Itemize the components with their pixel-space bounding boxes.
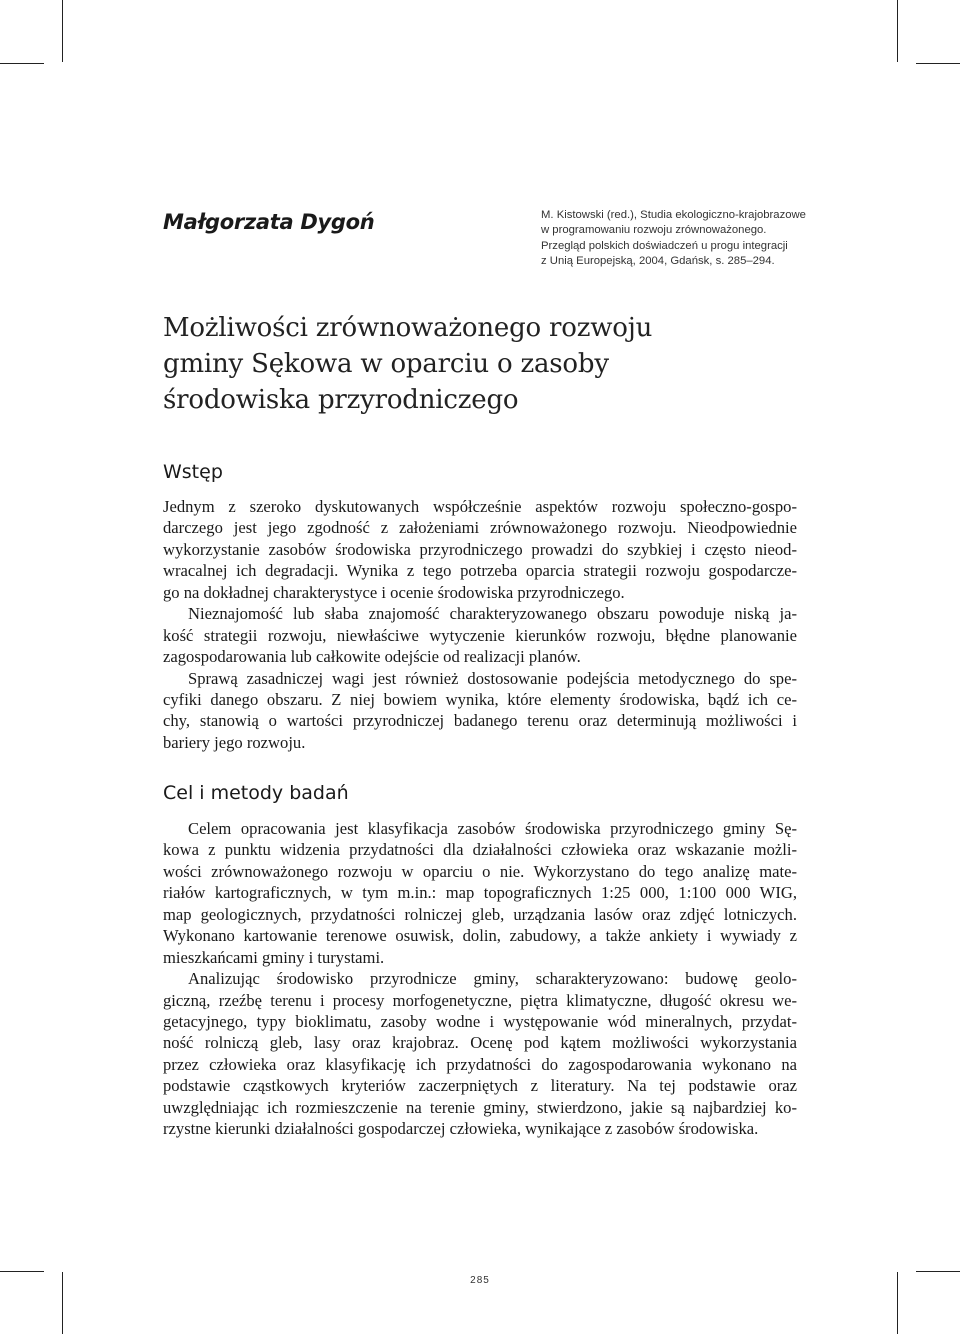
section-body-methods	[163, 818, 797, 1140]
body-line: riałów kartograficznych, w tym m.in.: map topograficznych 1:25 000, 1:100 000 WIG,	[163, 883, 797, 903]
body-line: podstawie cząstkowych kryteriów zaczerpniętych z literatury. Na tej podstawie oraz	[163, 1076, 797, 1096]
crop-mark	[0, 1271, 44, 1272]
body-line: cyfiki danego obszaru. Z niej bowiem wynika, które elementy środowiska, bądź ich ce-	[163, 689, 797, 709]
body-line: Jednym z szeroko dyskutowanych współcześnie aspektów rozwoju społeczno-gospo-	[163, 497, 797, 516]
body-line: Celem opracowania jest klasyfikacja zasobów środowiska przyrodniczego gminy Sę-	[188, 819, 797, 838]
citation-line: M. Kistowski (red.), Studia ekologiczno-krajobrazowe	[541, 209, 806, 221]
body-line: Sprawą zasadniczej wagi jest również dostosowanie podejścia metodycznego do spe-	[188, 668, 797, 688]
crop-mark	[916, 63, 960, 64]
body-line: wości zrównoważonego rozwoju w oparciu o nie. Wykorzystano do tego analizę mate-	[163, 861, 797, 881]
section-body-intro	[163, 496, 797, 753]
body-line: wykorzystanie zasobów środowiska przyrodniczego prowadzi do szybkiej i często nieod-	[163, 539, 797, 559]
body-line: go na dokładnej charakterystyce i ocenie środowiska przyrodniczego.	[163, 582, 625, 602]
body-line: giczną, rzeźbę terenu i procesy morfogenetyczne, piętra klimatyczne, długość okresu we-	[163, 990, 797, 1010]
section-heading-methods: Cel i metody badań	[163, 782, 349, 804]
crop-mark	[0, 63, 44, 64]
citation-line: Przegląd polskich doświadczeń u progu integracji	[541, 239, 788, 252]
body-line: kość strategii rozwoju, niewłaściwe wytyczenie kierunków rozwoju, błędne planowanie	[163, 625, 797, 645]
body-line: przez człowieka oraz klasyfikację ich przydatności do zagospodarowania wykonano na	[163, 1054, 797, 1074]
crop-mark	[897, 0, 898, 62]
body-line: Wykonano kartowanie terenowe osuwisk, dolin, zabudowy, a także ankiety i wywiady z	[163, 926, 797, 946]
title-line: Możliwości zrównoważonego rozwoju	[163, 313, 653, 343]
body-line: map geologicznych, przydatności rolniczej gleb, urządzania lasów oraz zdjęć lotniczych.	[163, 904, 797, 924]
citation-line: w programowaniu rozwoju zrównoważonego.	[541, 224, 767, 237]
body-line: wracalnej ich degradacji. Wynika z tego potrzeba oparcia strategii rozwoju gospodarcze-	[163, 561, 797, 581]
crop-mark	[62, 0, 63, 62]
page-number: 285	[470, 1275, 490, 1286]
body-line: rzystne kierunki działalności gospodarczej człowieka, wynikające z zasobów środowiska.	[163, 1119, 759, 1139]
body-line: chy, stanowią o wartości przyrodniczej badanego terenu oraz determinują możliwości i	[163, 711, 797, 731]
body-line: bariery jego rozwoju.	[163, 732, 306, 752]
body-line: mieszkańcami gminy i turystami.	[163, 947, 385, 967]
citation-line: z Unią Europejską, 2004, Gdańsk, s. 285–294.	[541, 255, 775, 268]
body-line: Analizując środowisko przyrodnicze gminy, scharakteryzowano: budowę geolo-	[188, 969, 797, 989]
body-line: zagospodarowania lub całkowite odejście od realizacji planów.	[163, 647, 581, 667]
section-heading-intro: Wstęp	[163, 461, 223, 483]
title-line: środowiska przyrodniczego	[163, 385, 519, 415]
citation	[541, 208, 831, 270]
article-title	[163, 310, 803, 418]
body-line: Nieznajomość lub słaba znajomość charakteryzowanego obszaru powoduje niską ja-	[188, 604, 797, 624]
body-line: getacyjnego, typy bioklimatu, zasoby wodne i występowanie wód mineralnych, przydat-	[163, 1011, 797, 1031]
author-name: Małgorzata Dygoń	[163, 210, 375, 234]
crop-mark	[916, 1271, 960, 1272]
body-line: ność rolniczą gleb, lasy oraz krajobraz. Ocenę pod kątem możliwości wykorzystania	[163, 1033, 797, 1053]
body-line: kowa z punktu widzenia przydatności dla działalności człowieka oraz wskazanie możli-	[163, 840, 797, 860]
title-line: gminy Sękowa w oparciu o zasoby	[163, 349, 609, 379]
body-line: darczego jest jego zgodność z założeniami zrównoważonego rozwoju. Nieodpowiednie	[163, 518, 797, 538]
body-line: uwzględniając ich rozmieszczenie na terenie gminy, stwierdzono, jakie są najbardziej ko-	[163, 1097, 797, 1117]
